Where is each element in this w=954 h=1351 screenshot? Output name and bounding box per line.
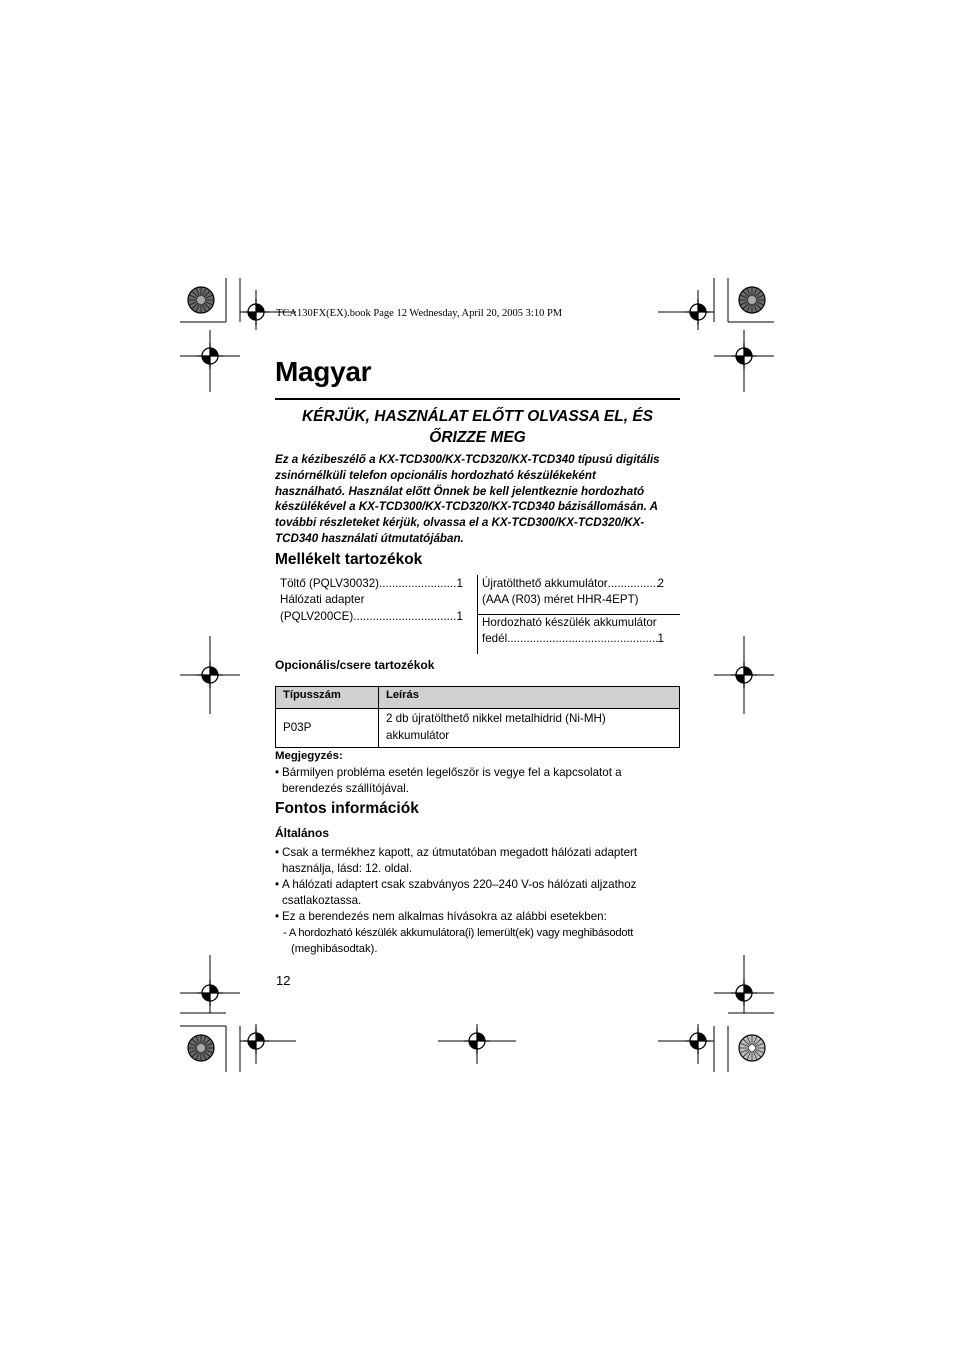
- optional-accessories-table: [275, 686, 680, 748]
- table-row: [276, 709, 680, 748]
- page-title: Magyar: [275, 356, 372, 387]
- accessories-right-column: [482, 576, 664, 609]
- list-item: • Csak a termékhez kapott, az útmutatóban megadott hálózati adaptert: [275, 846, 638, 859]
- accessory-item-line: (AAA (R03) méret HHR-4EPT): [482, 593, 639, 607]
- model-cell: P03P: [276, 709, 379, 748]
- sub-list-item: - A hordozható készülék akkumulátora(i) lemerült(ek) vagy meghibásodott: [283, 927, 634, 939]
- accessory-item-line: Hálózati adapter: [280, 593, 365, 607]
- intro-line: zsinórnélküli telefon opcionális hordozható készülékeként: [275, 468, 596, 482]
- optional-heading: Opcionális/csere tartozékok: [275, 658, 435, 672]
- intro-line: használható. Használat előtt Önnek be kell jelentkeznie hordozható: [275, 484, 645, 498]
- general-subheading: Általános: [275, 826, 330, 840]
- intro-line: Ez a kézibeszélő a KX-TCD300/KX-TCD320/KX-TCD340 típusú digitális: [275, 453, 660, 466]
- page-number: 12: [276, 973, 291, 988]
- list-item: • Ez a berendezés nem alkalmas hívásokra az alábbi esetekben:: [275, 910, 607, 923]
- accessory-item: Töltő (PQLV30032) ..... 1: [280, 576, 463, 592]
- accessories-heading: Mellékelt tartozékok: [275, 551, 423, 568]
- subtitle-line-1: KÉRJÜK, HASZNÁLAT ELŐTT OLVASSA EL, ÉS: [301, 408, 654, 425]
- section-subtitle: [275, 406, 680, 448]
- important-list: • Csak a termékhez kapott, az útmutatóban megadott hálózati adaptert használja, lásd: 12. oldal. • A hálózati adaptert csak szabványos 220–240 V-os hálózati aljzathoz csatlakoztassa. • Ez a berendezés nem alkalmas hívásokra az alábbi esetekben: - A hordozható készülék akkumulátora(i) lemerült(ek) vagy meghibásodott (meghibásodtak).: [275, 845, 685, 957]
- accessory-item: (PQLV200CE) ..... 1: [280, 609, 463, 625]
- list-item: • Bármilyen probléma esetén legelőször is vegye fel a kapcsolatot a: [275, 766, 622, 779]
- accessories-right-column-2: [482, 615, 664, 648]
- intro-line: további részleteket kérjük, olvassa el a KX-TCD300/KX-TCD320/KX-: [275, 516, 645, 530]
- accessory-item-line: Hordozható készülék akkumulátor: [482, 616, 657, 629]
- accessories-left-column: [280, 576, 463, 625]
- column-header: Típusszám: [276, 687, 379, 709]
- intro-line: TCD340 használati útmutatójában.: [275, 531, 464, 545]
- title-rule: [275, 398, 680, 400]
- intro-line: készülékével a KX-TCD300/KX-TCD320/KX-TCD340 bázisállomásán. A: [275, 500, 658, 514]
- description-cell: 2 db újratölthető nikkel metalhidrid (Ni-MH) akkumulátor: [379, 709, 680, 748]
- note-body: • Bármilyen probléma esetén legelőször is vegye fel a kapcsolatot a berendezés szállítójával.: [275, 765, 680, 797]
- subtitle-line-2: ŐRIZZE MEG: [429, 429, 526, 446]
- important-heading: Fontos információk: [275, 800, 419, 817]
- accessory-item: fedél ..... 1: [482, 631, 664, 647]
- book-header-line: TCA130FX(EX).book Page 12 Wednesday, April 20, 2005 3:10 PM: [276, 308, 563, 319]
- list-item: • A hálózati adaptert csak szabványos 220–240 V-os hálózati aljzathoz: [275, 878, 637, 891]
- table-header-row: [276, 687, 680, 709]
- note-heading: Megjegyzés:: [275, 750, 343, 762]
- intro-paragraph: [275, 452, 680, 547]
- column-header: Leírás: [379, 687, 680, 709]
- accessory-item: Újratölthető akkumulátor ..... 2: [482, 576, 664, 592]
